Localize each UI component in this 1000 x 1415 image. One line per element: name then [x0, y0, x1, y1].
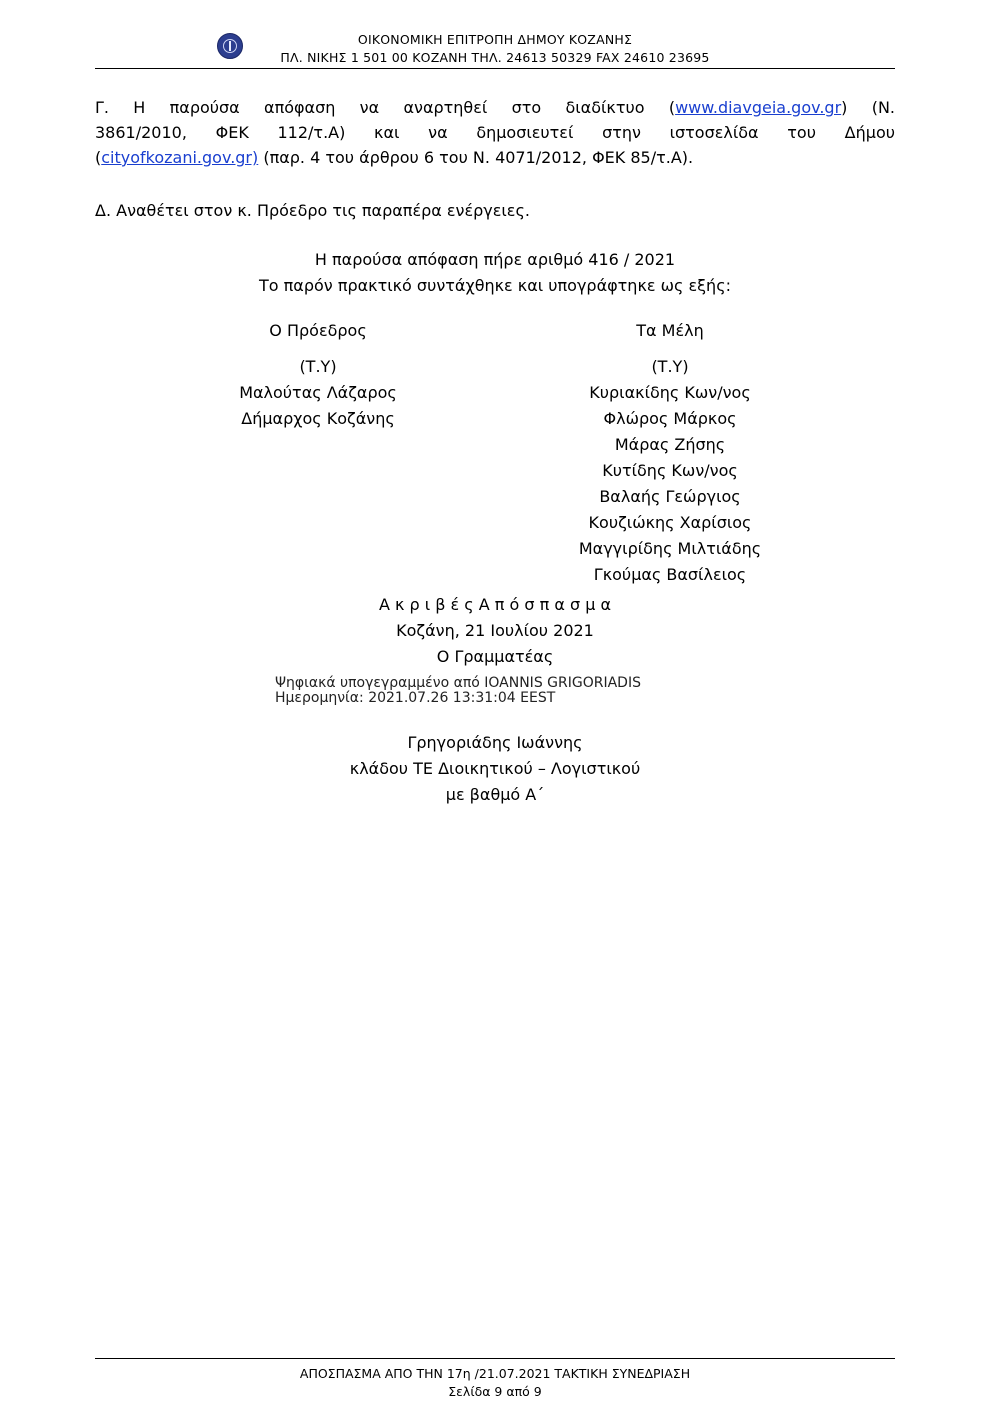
header-divider [95, 68, 895, 69]
member-name: Κυριακίδης Κων/νος [589, 383, 751, 402]
digital-signature-signer: Ψηφιακά υπογεγραμμένο από IOANNIS GRIGORIADIS [275, 675, 641, 691]
footer-page-number: Σελίδα 9 από 9 [448, 1384, 542, 1399]
member-name: Μαγγιρίδης Μιλτιάδης [578, 539, 762, 558]
secretary-grade: με βαθμό Α΄ [445, 785, 545, 804]
president-name: Μαλούτας Λάζαρος [239, 383, 397, 402]
member-name: Γκούμας Βασίλειος [593, 565, 747, 584]
paragraph-g [95, 95, 895, 170]
president-signed: (Τ.Υ) [299, 357, 337, 376]
member-name: Φλώρος Μάρκος [603, 409, 737, 428]
extract-title: Α κ ρ ι β έ ς Α π ό σ π α σ μ α [378, 595, 612, 614]
decision-number: Η παρούσα απόφαση πήρε αριθμό 416 / 2021 [314, 250, 676, 269]
footer-divider [95, 1358, 895, 1359]
digital-signature-date: Ημερομηνία: 2021.07.26 13:31:04 EEST [275, 690, 556, 706]
extract-place-date: Κοζάνη, 21 Ιουλίου 2021 [396, 621, 594, 640]
paragraph-d: Δ. Αναθέτει στον κ. Πρόεδρο τις παραπέρα ενέργειες. [95, 201, 530, 220]
secretary-branch: κλάδου ΤΕ Διοικητικού – Λογιστικού [349, 759, 641, 778]
minutes-signed-line: Το παρόν πρακτικό συντάχθηκε και υπογράφτηκε ως εξής: [259, 276, 731, 295]
members-signed: (Τ.Υ) [651, 357, 689, 376]
member-name: Μάρας Ζήσης [614, 435, 726, 454]
secretary-title: Ο Γραμματέας [436, 647, 554, 666]
members-column [520, 318, 820, 588]
diavgeia-link[interactable]: www.diavgeia.gov.gr [675, 98, 842, 117]
paragraph-g-line-1: Γ. Η παρούσα απόφαση να αναρτηθεί στο διαδίκτυο (www.diavgeia.gov.gr) (Ν. [95, 98, 896, 117]
member-name: Βαλαής Γεώργιος [599, 487, 741, 506]
president-column [168, 318, 468, 432]
member-name: Κυτίδης Κων/νος [602, 461, 738, 480]
city-website-link[interactable]: cityofkozani.gov.gr) [101, 148, 259, 167]
president-role: Δήμαρχος Κοζάνης [241, 409, 395, 428]
header-title: ΟΙΚΟΝΟΜΙΚΗ ΕΠΙΤΡΟΠΗ ΔΗΜΟΥ ΚΟΖΑΝΗΣ [357, 32, 633, 47]
page-header [95, 30, 895, 70]
digital-signature [275, 676, 641, 706]
secretary-name: Γρηγοριάδης Ιωάννης [407, 733, 583, 752]
footer-session: ΑΠΟΣΠΑΣΜΑ ΑΠΟ ΤΗΝ 17η /21.07.2021 ΤΑΚΤΙΚΗ ΣΥΝΕΔΡΙΑΣΗ [299, 1366, 691, 1381]
header-contact: ΠΛ. ΝΙΚΗΣ 1 501 00 ΚΟΖΑΝΗ ΤΗΛ. 24613 50329 FAX 24610 23695 [280, 50, 710, 65]
paragraph-g-line-3: (cityofkozani.gov.gr) (παρ. 4 του άρθρου 6 του Ν. 4071/2012, ΦΕΚ 85/τ.Α). [95, 148, 694, 167]
member-name: Κουζιώκης Χαρίσιος [588, 513, 752, 532]
president-title: Ο Πρόεδρος [269, 321, 367, 340]
paragraph-g-line-2: 3861/2010, ΦΕΚ 112/τ.Α) και να δημοσιευτεί στην ιστοσελίδα του Δήμου [95, 123, 895, 142]
members-title: Τα Μέλη [636, 321, 704, 340]
